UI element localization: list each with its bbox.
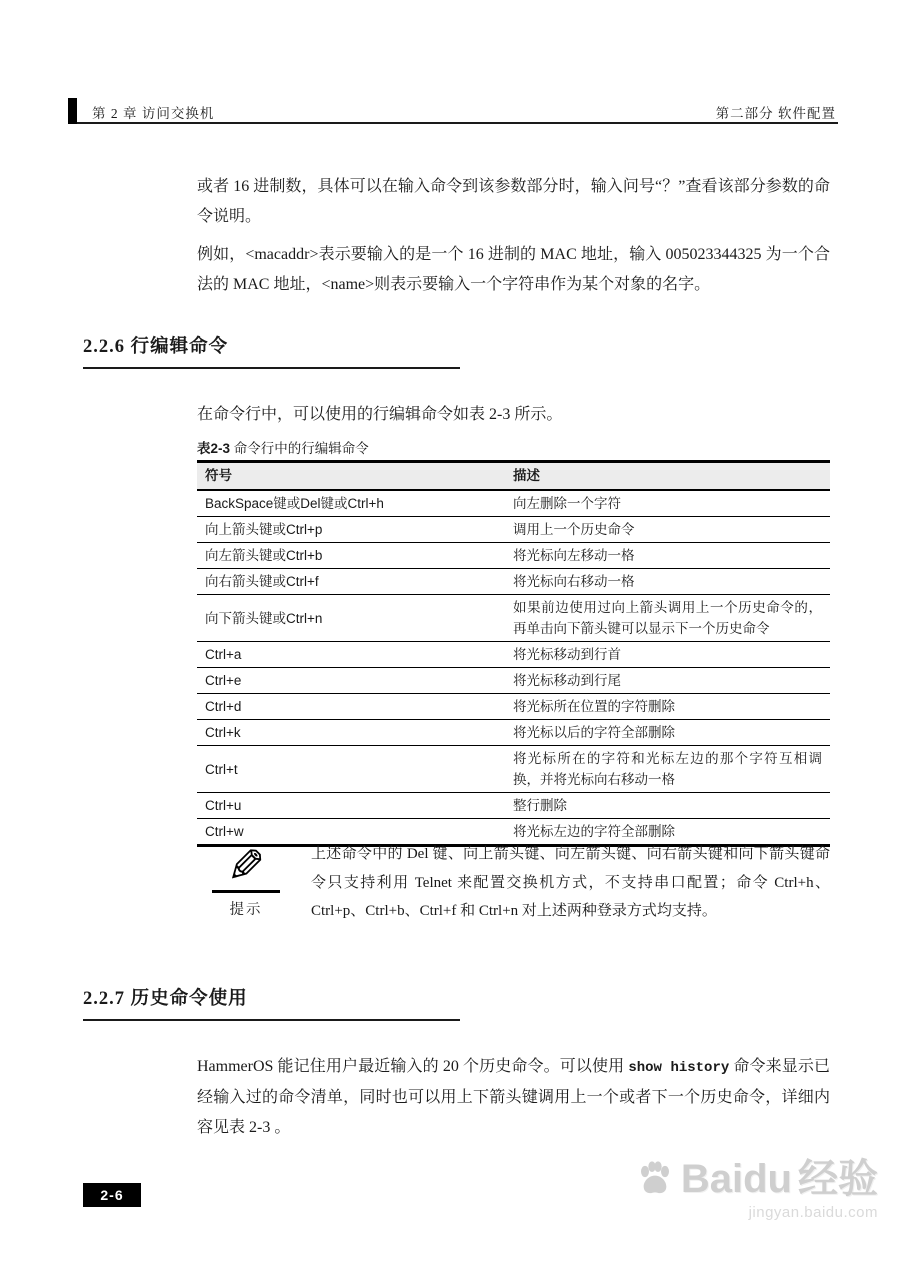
symbol-cell: 向上箭头键或Ctrl+p bbox=[197, 517, 505, 543]
symbol-cell: 向左箭头键或Ctrl+b bbox=[197, 543, 505, 569]
table-row bbox=[197, 569, 830, 595]
description-cell: 将光标左边的字符全部删除 bbox=[505, 819, 830, 846]
chapter-title: 第 2 章 访问交换机 bbox=[92, 106, 215, 121]
history-paragraph-text-before: HammerOS 能记住用户最近输入的 20 个历史命令。可以使用 bbox=[197, 1058, 629, 1075]
note-label: 提示 bbox=[229, 902, 263, 918]
symbol-cell: Ctrl+d bbox=[197, 694, 505, 720]
description-column-header: 描述 bbox=[505, 462, 830, 491]
intro-paragraph-1: 或者 16 进制数，具体可以在输入命令到该参数部分时，输入问号“？”查看该部分参数的命令说明。 bbox=[197, 178, 830, 225]
description-cell: 将光标移动到行尾 bbox=[505, 668, 830, 694]
description-cell: 将光标所在位置的字符删除 bbox=[505, 694, 830, 720]
watermark-url-text: jingyan.baidu.com bbox=[748, 1204, 878, 1221]
table-row bbox=[197, 490, 830, 517]
page-number-badge bbox=[83, 1183, 141, 1207]
table-row bbox=[197, 694, 830, 720]
table-row bbox=[197, 746, 830, 793]
baidu-watermark bbox=[635, 1156, 878, 1221]
symbol-cell: BackSpace键或Del键或Ctrl+h bbox=[197, 490, 505, 517]
symbol-cell: 向右箭头键或Ctrl+f bbox=[197, 569, 505, 595]
intro-paragraph-2: 例如，<macaddr>表示要输入的是一个 16 进制的 MAC 地址，输入 005023344325 为一个合法的 MAC 地址，<name>则表示要输入一个字符串作为某个对象的名字。 bbox=[197, 246, 830, 293]
section-heading-227: 2.2.7 历史命令使用 bbox=[83, 984, 460, 1021]
edit-commands-table bbox=[197, 460, 830, 847]
symbol-column-header: 符号 bbox=[197, 462, 505, 491]
table-row bbox=[197, 642, 830, 668]
description-cell: 将光标所在的字符和光标左边的那个字符互相调换，并将光标向右移动一格 bbox=[505, 746, 830, 793]
baidu-paw-icon bbox=[635, 1159, 675, 1199]
note-text: 上述命令中的 Del 键、向上箭头键、向左箭头键、向右箭头键和向下箭头键命令只支持利用 Telnet 来配置交换机方式，不支持串口配置；命令 Ctrl+h、Ctrl+p、Ctrl+b、Ctrl+f 和 Ctrl+n 对上述两种登录方式均支持。 bbox=[311, 846, 830, 919]
note-block bbox=[197, 840, 830, 926]
part-title: 第二部分 软件配置 bbox=[715, 106, 836, 121]
page-header bbox=[68, 100, 838, 124]
history-paragraph bbox=[197, 1052, 830, 1143]
table-row bbox=[197, 720, 830, 746]
symbol-cell: Ctrl+t bbox=[197, 746, 505, 793]
description-cell: 将光标移动到行首 bbox=[505, 642, 830, 668]
symbol-cell: Ctrl+k bbox=[197, 720, 505, 746]
description-cell: 将光标向右移动一格 bbox=[505, 569, 830, 595]
edit-commands-table-body bbox=[197, 490, 830, 846]
table-row bbox=[197, 517, 830, 543]
table-lead-paragraph: 在命令行中，可以使用的行编辑命令如表 2-3 所示。 bbox=[197, 406, 563, 423]
page-number-text: 2-6 bbox=[100, 1187, 124, 1203]
symbol-cell: Ctrl+e bbox=[197, 668, 505, 694]
table-caption bbox=[197, 437, 369, 457]
table-caption-label: 表2-3 bbox=[197, 441, 231, 456]
note-icon-area bbox=[197, 840, 295, 926]
symbol-cell: 向下箭头键或Ctrl+n bbox=[197, 595, 505, 642]
symbol-cell: Ctrl+u bbox=[197, 793, 505, 819]
table-row bbox=[197, 793, 830, 819]
description-cell: 如果前边使用过向上箭头调用上一个历史命令的，再单击向下箭头键可以显示下一个历史命令 bbox=[505, 595, 830, 642]
section-heading-226: 2.2.6 行编辑命令 bbox=[83, 332, 460, 369]
table-row bbox=[197, 543, 830, 569]
table-header-row bbox=[197, 462, 830, 491]
table-caption-text: 命令行中的行编辑命令 bbox=[230, 441, 369, 456]
watermark-suffix-text: 经验 bbox=[798, 1157, 878, 1201]
table-row bbox=[197, 668, 830, 694]
symbol-cell: Ctrl+a bbox=[197, 642, 505, 668]
description-cell: 整行删除 bbox=[505, 793, 830, 819]
description-cell: 调用上一个历史命令 bbox=[505, 517, 830, 543]
description-cell: 将光标以后的字符全部删除 bbox=[505, 720, 830, 746]
history-paragraph-text-after: 命令来显示已经输入过的命令清单，同时也可以用上下箭头键调用上一个或者下一个历史命令，详细内容见表 2-3 。 bbox=[197, 1058, 830, 1136]
description-cell: 将光标向左移动一格 bbox=[505, 543, 830, 569]
symbol-cell: Ctrl+w bbox=[197, 819, 505, 846]
description-cell: 向左删除一个字符 bbox=[505, 490, 830, 517]
watermark-brand-row bbox=[635, 1156, 878, 1202]
watermark-brand-text: Baidu bbox=[680, 1157, 792, 1201]
header-tick-mark bbox=[68, 98, 77, 124]
table-row bbox=[197, 595, 830, 642]
inline-command-text: show history bbox=[628, 1060, 730, 1076]
pencil-icon: ✎ bbox=[226, 839, 266, 893]
